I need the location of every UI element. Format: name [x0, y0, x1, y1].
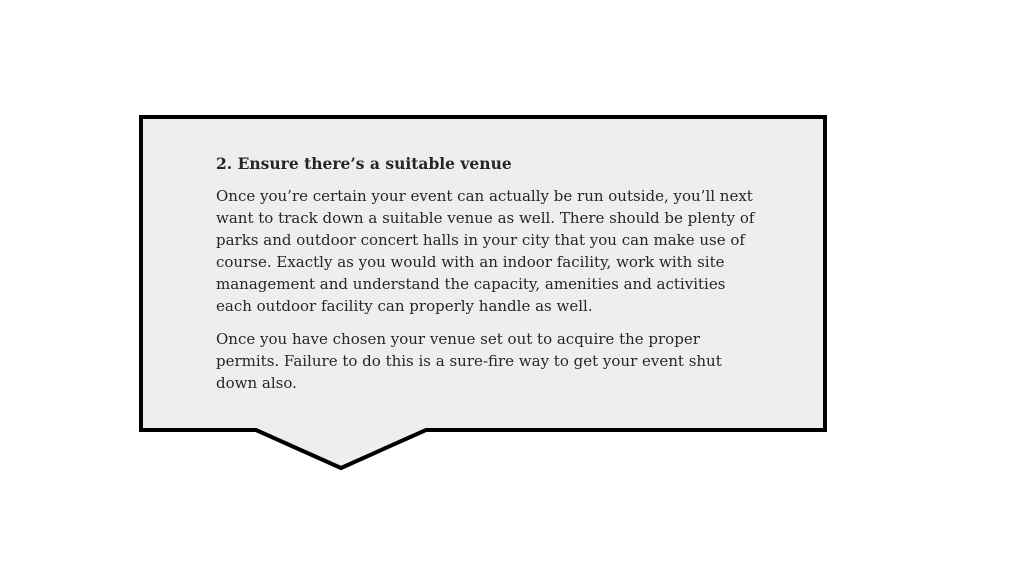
paragraph-permits: Once you have chosen your venue set out to acquire the proper permits. Failure to do this is a sure-fire way to get your event shut down also. [216, 330, 722, 392]
section-heading: 2. Ensure there’s a suitable venue [216, 154, 512, 173]
callout-content [216, 154, 756, 405]
paragraph-venue: Once you’re certain your event can actually be run outside, you’ll next want to track down a suitable venue as well. There should be plenty of parks and outdoor concert halls in your city that you can make use of course. Exactly as you would with an indoor facility, work with site management and understand the capacity, amenities and activities each outdoor facility can properly handle as well. [216, 187, 755, 315]
